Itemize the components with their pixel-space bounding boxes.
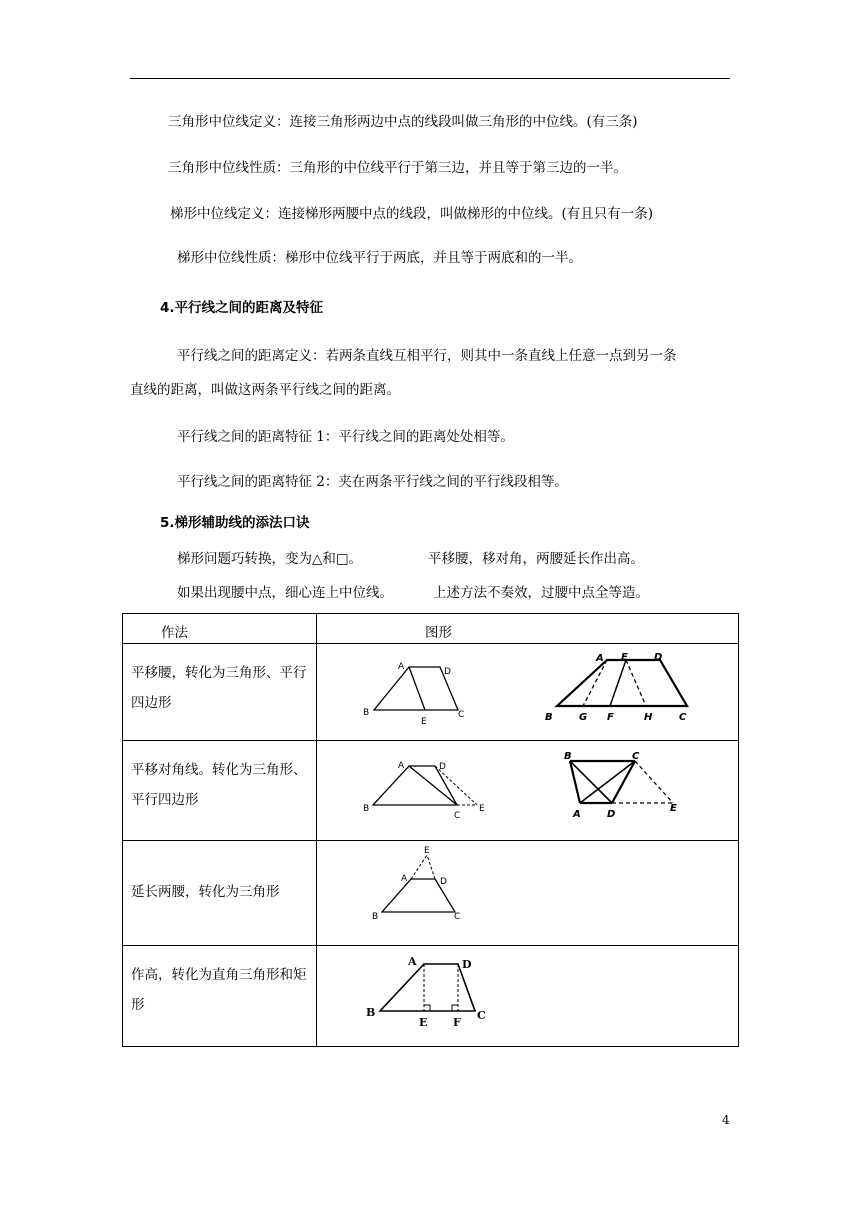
method-cell: 平移腰，转化为三角形、平行四边形	[123, 644, 317, 741]
label-b: B	[366, 1006, 376, 1019]
label-a: A	[596, 653, 604, 664]
rhyme-line1a: 梯形问题巧转换，变为△和□。	[177, 551, 363, 567]
label-b: B	[564, 751, 572, 762]
table-row	[123, 946, 739, 1047]
leg-cd	[612, 761, 635, 803]
section5-heading: 5.梯形辅助线的添法口诀	[160, 515, 310, 531]
auxiliary-line-methods-table	[122, 613, 739, 1047]
label-a: A	[573, 809, 581, 820]
trapezoid-outline	[557, 660, 687, 706]
label-a: A	[401, 874, 408, 884]
solid-segment-ef	[610, 660, 626, 706]
trapezoid-figure-1b	[557, 660, 687, 706]
label-e: E	[421, 717, 427, 727]
label-e: E	[621, 652, 628, 663]
dashed-extension-right	[427, 855, 435, 879]
table-row	[123, 741, 739, 841]
label-c: C	[679, 712, 687, 723]
label-e: E	[479, 804, 485, 814]
label-c: C	[632, 751, 640, 762]
dashed-translated-leg	[583, 660, 607, 706]
figure-cell	[317, 841, 739, 946]
header-figure-label: 图形	[425, 625, 452, 641]
label-b: B	[545, 712, 553, 723]
page-number: 4	[722, 1113, 730, 1127]
label-e: E	[670, 803, 677, 814]
label-a: A	[408, 955, 417, 968]
diagonal-bd	[570, 761, 612, 803]
dashed-extension-left	[411, 855, 427, 879]
label-c: C	[458, 710, 465, 720]
rhyme-line2b: 上述方法不奏效，过腰中点全等造。	[433, 585, 649, 601]
label-c: C	[477, 1009, 486, 1022]
section4-heading: 4.平行线之间的距离及特征	[160, 300, 324, 316]
method-cell: 作高，转化为直角三角形和矩形	[123, 946, 317, 1047]
label-d: D	[440, 877, 447, 887]
rhyme-line2a: 如果出现腰中点，细心连上中位线。	[177, 585, 393, 601]
trapezoid-abcd	[380, 964, 475, 1011]
distance-feature2: 平行线之间的距离特征 2：夹在两条平行线之间的平行线段相等。	[177, 474, 568, 490]
method-cell: 平移对角线。转化为三角形、平行四边形	[123, 741, 317, 841]
label-h: H	[644, 712, 653, 723]
trapezoid-figure-2b	[570, 761, 673, 803]
triangle-midline-definition: 三角形中位线定义：连接三角形两边中点的线段叫做三角形的中位线。(有三条)	[168, 114, 638, 130]
label-f: F	[607, 712, 614, 723]
diagonal-ac	[409, 766, 457, 805]
translate-diagonal-figures	[317, 741, 739, 841]
table-row	[123, 644, 739, 741]
trapezoid-figure-4	[380, 964, 475, 1011]
label-a: A	[398, 761, 405, 771]
distance-feature1: 平行线之间的距离特征 1：平行线之间的距离处处相等。	[177, 429, 514, 445]
distance-definition-line1: 平行线之间的距离定义：若两条直线互相平行，则其中一条直线上任意一点到另一条	[177, 348, 677, 364]
dashed-segment-eh	[626, 660, 646, 706]
label-b: B	[372, 912, 379, 922]
label-d: D	[439, 762, 446, 772]
label-d: D	[444, 667, 451, 677]
label-b: B	[363, 708, 370, 718]
label-e: E	[419, 1016, 428, 1029]
label-d: D	[607, 809, 616, 820]
dashed-translated-diagonal	[635, 761, 673, 803]
figure-cell	[317, 946, 739, 1047]
label-d: D	[654, 652, 663, 663]
figure-cell	[317, 741, 739, 841]
method-cell: 延长两腰，转化为三角形	[123, 841, 317, 946]
triangle-midline-property: 三角形中位线性质：三角形的中位线平行于第三边，并且等于第三边的一半。	[168, 160, 627, 176]
leg-ab	[570, 761, 580, 803]
rhyme-line1b: 平移腰，移对角，两腰延长作出高。	[428, 551, 644, 567]
header-method-cell	[123, 614, 317, 644]
label-f: F	[453, 1016, 461, 1029]
header-rule	[130, 78, 730, 79]
draw-heights-figure	[317, 946, 739, 1047]
label-d: D	[462, 958, 472, 971]
trapezoid-figure-2a	[373, 766, 477, 805]
diagonal-ca	[580, 761, 635, 803]
right-angle-mark-e	[424, 1005, 430, 1011]
right-angle-mark-f	[452, 1005, 458, 1011]
extend-legs-figure	[317, 841, 739, 946]
label-g: G	[579, 712, 588, 723]
label-e: E	[424, 846, 430, 856]
label-c: C	[454, 912, 461, 922]
table-row	[123, 841, 739, 946]
label-c: C	[454, 811, 461, 821]
figure-cell	[317, 644, 739, 741]
translated-leg	[409, 667, 425, 710]
translate-leg-figures	[317, 644, 739, 741]
header-method-label: 作法	[161, 625, 188, 641]
header-figure-cell	[317, 614, 739, 644]
table-header-row	[123, 614, 739, 644]
distance-definition-line2: 直线的距离，叫做这两条平行线之间的距离。	[130, 382, 400, 398]
trapezoid-midline-property: 梯形中位线性质：梯形中位线平行于两底，并且等于两底和的一半。	[177, 250, 582, 266]
label-b: B	[363, 804, 370, 814]
trapezoid-midline-definition: 梯形中位线定义：连接梯形两腰中点的线段，叫做梯形的中位线。(有且只有一条)	[170, 206, 654, 222]
label-a: A	[398, 662, 405, 672]
